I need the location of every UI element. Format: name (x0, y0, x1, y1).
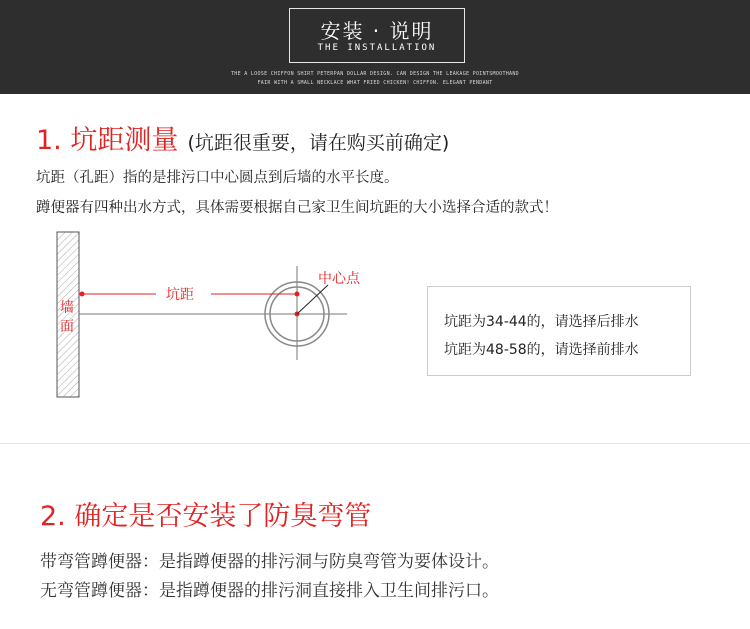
section1-subtitle: (坑距很重要，请在购买前确定) (187, 132, 450, 154)
wall-label-bottom: 面 (60, 319, 74, 335)
section1-definition: 坑距（孔距）指的是排污口中心圆点到后墙的水平长度。 (36, 170, 399, 186)
page-title-english: THE INSTALLATION (317, 43, 437, 53)
section2-without-trap: 无弯管蹲便器：是指蹲便器的排污洞直接排入卫生间排污口。 (40, 581, 499, 601)
center-label: 中心点 (318, 271, 360, 287)
header-banner (0, 0, 750, 94)
wall-label-top: 墙 (60, 300, 74, 316)
page-title: 安装 · 说明 (320, 19, 434, 43)
distance-end-point (295, 292, 300, 297)
title-frame (289, 8, 465, 63)
rough-in-info-box (427, 286, 691, 376)
tagline-line-1: THE A LOOSE CHIFFON SHIRT PETERPAN DOLLAR DESIGN. CAN DESIGN THE LEAKAGE POINTSMOOTHAND (231, 71, 519, 77)
section1-title: 1. 坑距测量 (36, 125, 179, 156)
tagline-line-2: FAIR WITH A SMALL NECKLACE WHAT FRIED CHICKEN! CHIFFON. ELEGANT PENDANT (257, 80, 493, 86)
section1-instruction: 蹲便器有四种出水方式，具体需要根据自己家卫生间坑距的大小选择合适的款式！ (36, 200, 558, 216)
section1-heading (36, 118, 449, 157)
section-divider (0, 443, 750, 444)
info-front-outlet: 坑距为48-58的，请选择前排水 (444, 342, 639, 358)
wall-point (80, 292, 85, 297)
section2-title: 2. 确定是否安装了防臭弯管 (40, 501, 372, 532)
distance-label: 坑距 (166, 287, 194, 303)
info-rear-outlet: 坑距为34-44的，请选择后排水 (444, 314, 639, 330)
section2-with-trap: 带弯管蹲便器：是指蹲便器的排污洞与防臭弯管为要体设计。 (40, 552, 499, 572)
